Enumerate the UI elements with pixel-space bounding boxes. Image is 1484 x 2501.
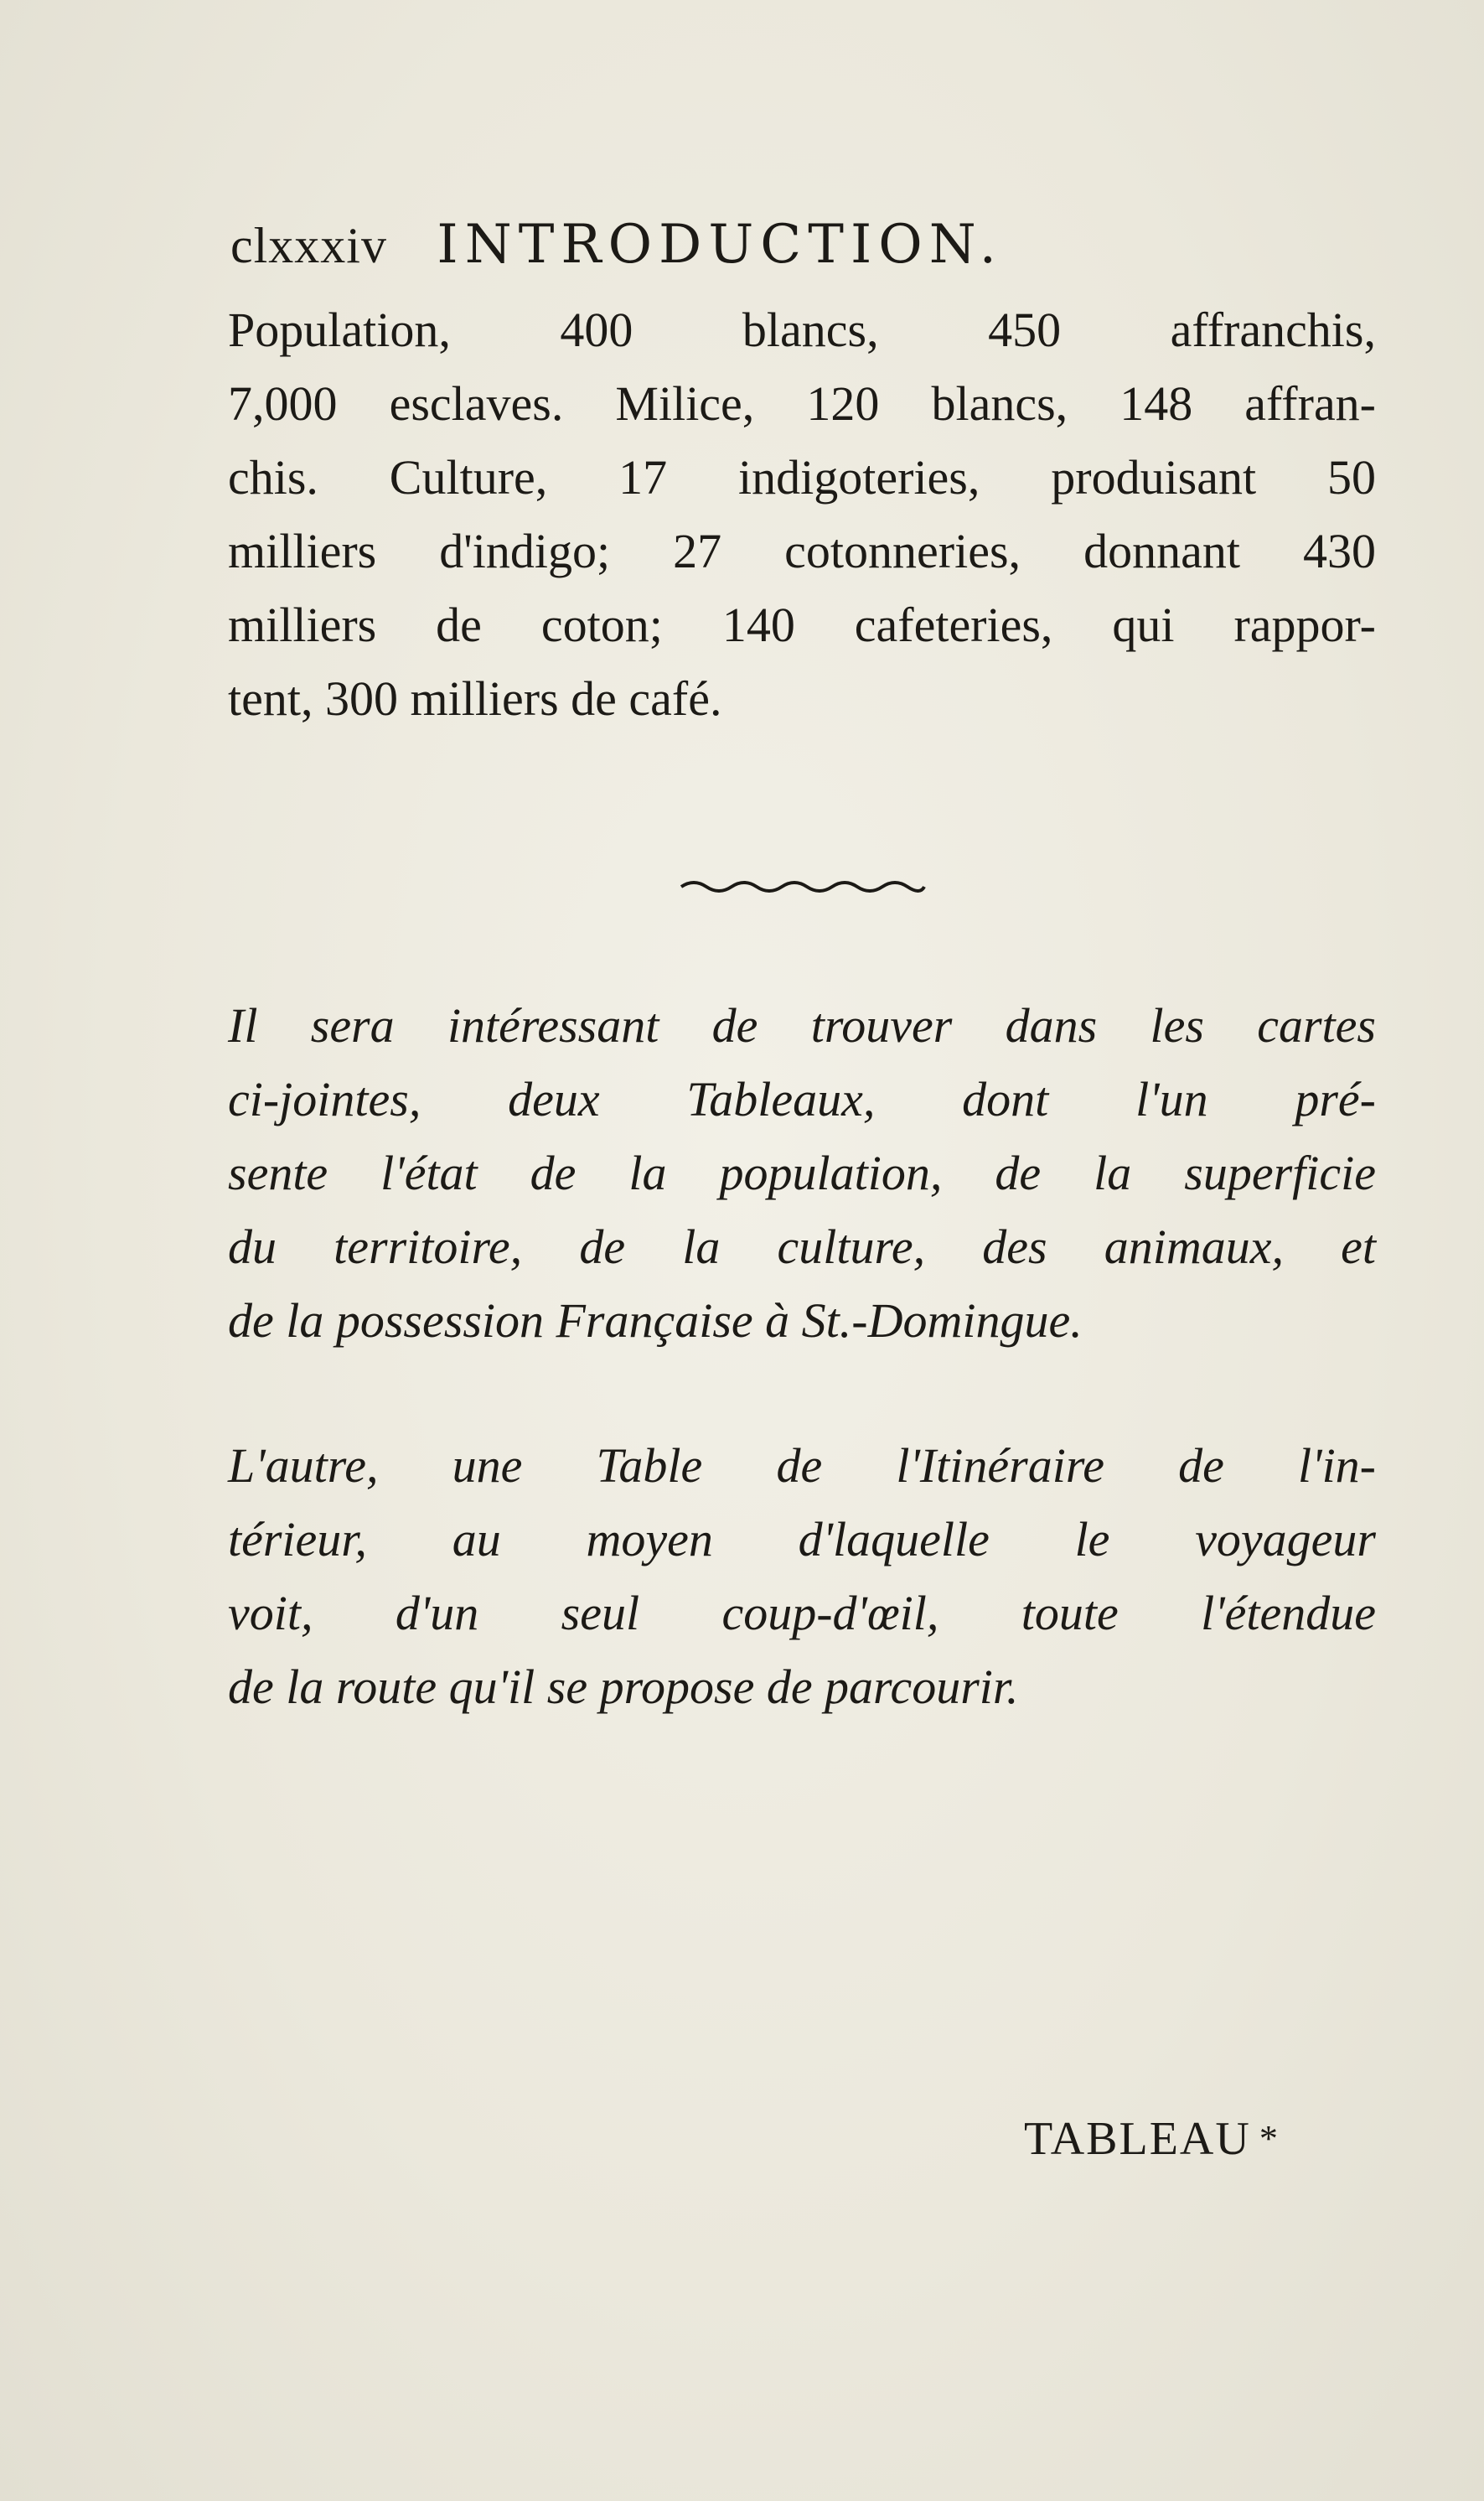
ornamental-divider xyxy=(677,872,928,897)
text-line: du territoire, de la culture, des animaux, et xyxy=(228,1219,1376,1274)
running-title: INTRODUCTION. xyxy=(437,214,1003,276)
text-line: de la route qu'il se propose de parcourir. xyxy=(228,1660,1019,1714)
tables-paragraph xyxy=(228,989,1376,1358)
text-line: sente l'état de la population, de la superficie xyxy=(228,1146,1376,1200)
text-line: voit, d'un seul coup-d'œil, toute l'étendue xyxy=(228,1586,1376,1640)
itinerary-paragraph xyxy=(228,1429,1376,1724)
text-line: 7,000 esclaves. Milice, 120 blancs, 148 affran- xyxy=(228,376,1376,431)
text-line: Population, 400 blancs, 450 affranchis, xyxy=(228,303,1376,357)
text-line: milliers de coton; 140 cafeteries, qui rappor- xyxy=(228,598,1376,652)
catchword xyxy=(1024,2112,1280,2166)
text-line: tent, 300 milliers de café. xyxy=(228,671,722,726)
text-line: chis. Culture, 17 indigoteries, produisant 50 xyxy=(228,450,1376,505)
page-number: clxxxiv xyxy=(230,218,387,273)
text-line: milliers d'indigo; 27 cotonneries, donnant 430 xyxy=(228,524,1376,578)
page-header xyxy=(230,214,1370,276)
catchword-mark: * xyxy=(1259,2118,1280,2159)
text-line: L'autre, une Table de l'Itinéraire de l'in- xyxy=(228,1438,1376,1493)
statistics-paragraph xyxy=(228,293,1376,736)
text-line: térieur, au moyen d'laquelle le voyageur xyxy=(228,1512,1376,1566)
text-line: de la possession Française à St.-Domingue. xyxy=(228,1293,1083,1348)
catchword-text: TABLEAU xyxy=(1024,2113,1251,2165)
text-line: ci-jointes, deux Tableaux, dont l'un pré- xyxy=(228,1072,1376,1126)
text-line: Il sera intéressant de trouver dans les cartes xyxy=(228,998,1376,1053)
